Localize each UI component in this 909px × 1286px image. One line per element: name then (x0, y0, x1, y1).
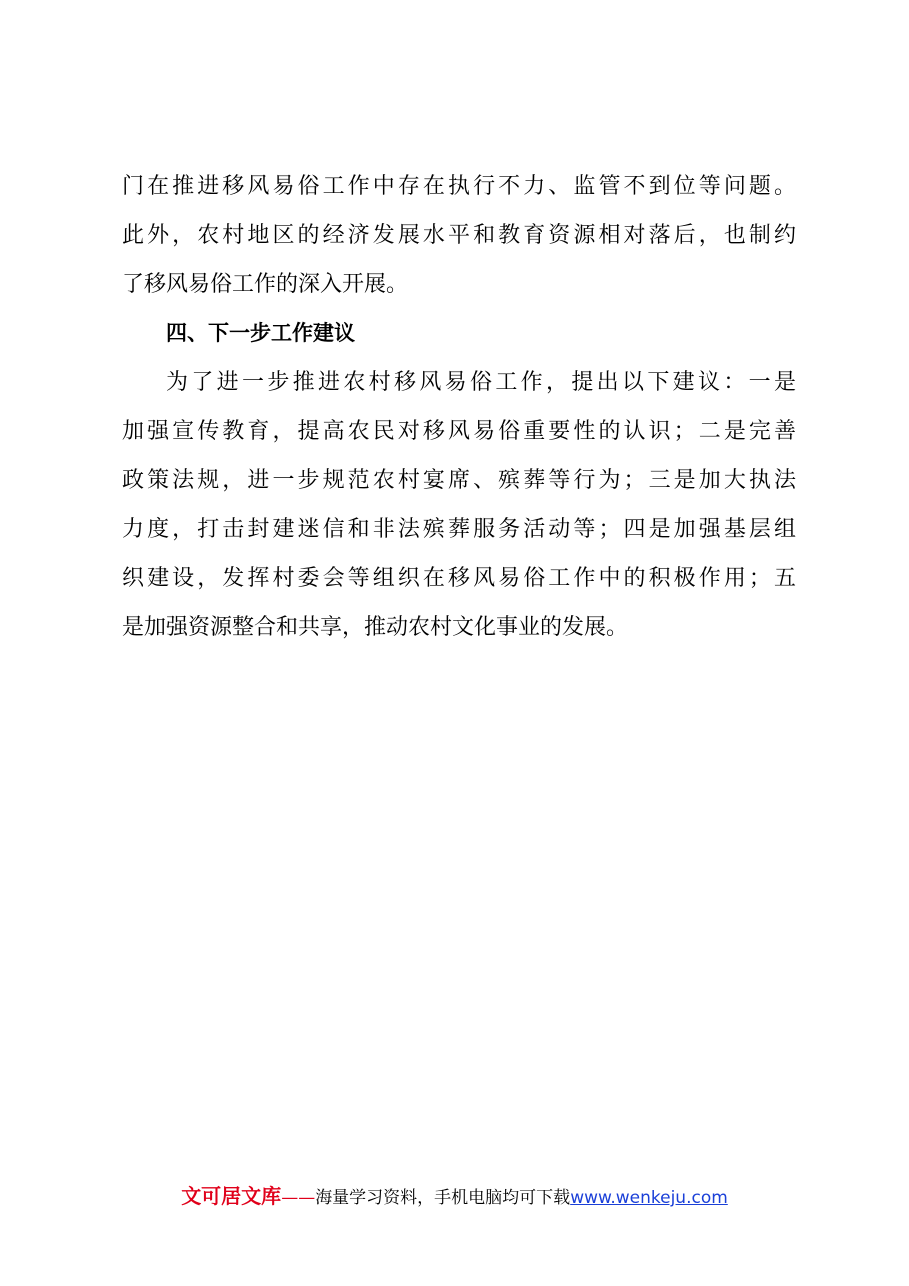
footer-dash: —— (281, 1188, 316, 1208)
paragraph-line: 门在推进移风易俗工作中存在执行不力、监管不到位等问题。 (122, 174, 796, 199)
footer-website-link[interactable]: www.wenkeju.com (570, 1188, 728, 1208)
paragraph-line: 为了进一步推进农村移风易俗工作，提出以下建议：一是 (166, 370, 796, 395)
paragraph-line: 了移风易俗工作的深入开展。 (122, 272, 409, 297)
paragraph-line: 政策法规，进一步规范农村宴席、殡葬等行为；三是加大执法 (122, 468, 796, 493)
footer-banner (0, 1180, 909, 1214)
footer-brand: 文可居文库 (181, 1184, 282, 1208)
paragraph-line: 加强宣传教育，提高农民对移风易俗重要性的认识；二是完善 (122, 419, 796, 444)
footer-slogan: 海量学习资料，手机电脑均可下载 (315, 1188, 571, 1208)
paragraph-line: 力度，打击封建迷信和非法殡葬服务活动等；四是加强基层组 (122, 517, 796, 542)
paragraph-line: 织建设，发挥村委会等组织在移风易俗工作中的积极作用；五 (122, 566, 796, 591)
section-heading: 四、下一步工作建议 (166, 321, 355, 345)
paragraph-line: 此外，农村地区的经济发展水平和教育资源相对落后，也制约 (122, 223, 796, 248)
document-body (122, 162, 796, 652)
paragraph-line: 是加强资源整合和共享，推动农村文化事业的发展。 (122, 615, 629, 640)
